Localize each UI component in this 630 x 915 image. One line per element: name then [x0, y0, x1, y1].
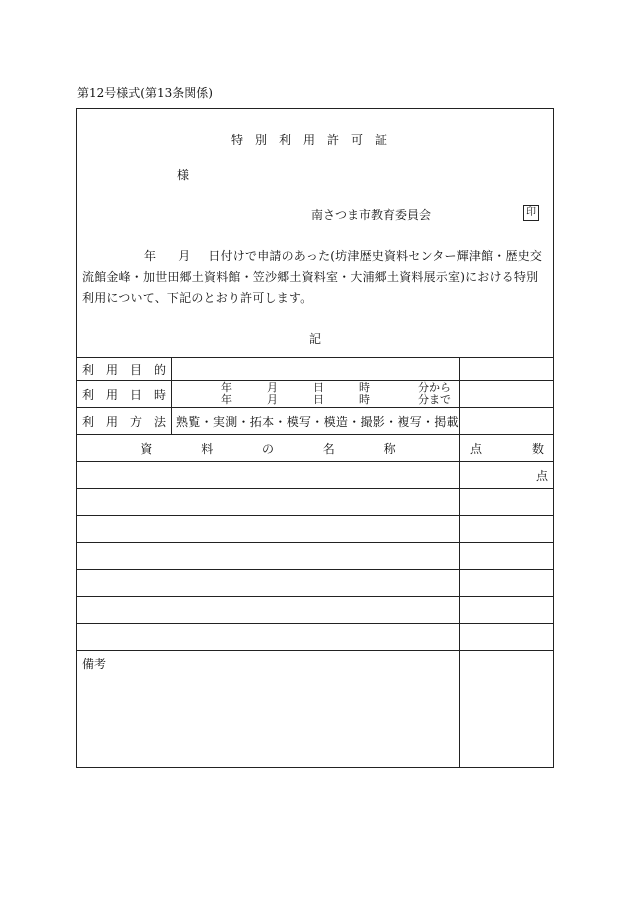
datetime-label: 利 用 日 時	[82, 387, 166, 402]
datetime-extra-field[interactable]	[460, 381, 554, 407]
purpose-extra-field[interactable]	[460, 358, 554, 380]
datetime-to: 年 月 日 時 分まで	[221, 393, 451, 406]
permit-form	[76, 108, 554, 768]
material-name-field[interactable]	[76, 462, 459, 488]
count-header: 点 数	[470, 441, 544, 456]
method-extra-field[interactable]	[460, 408, 554, 434]
datetime-row	[76, 380, 554, 407]
permit-body-text	[82, 246, 550, 309]
material-name-field[interactable]	[76, 489, 459, 515]
material-row	[76, 488, 554, 515]
issuer-name: 南さつま市教育委員会	[311, 208, 432, 222]
count-field[interactable]	[460, 597, 554, 623]
material-row	[76, 515, 554, 542]
count-field[interactable]	[460, 570, 554, 596]
material-name-field[interactable]	[76, 597, 459, 623]
materials-header-row	[76, 434, 554, 461]
material-name-field[interactable]	[76, 516, 459, 542]
ki-heading: 記	[308, 332, 321, 346]
material-row	[76, 461, 554, 488]
seal-mark: 印	[523, 205, 539, 221]
body-month: 月	[178, 249, 191, 263]
method-row	[76, 407, 554, 434]
remarks-label: 備考	[82, 657, 107, 671]
material-row	[76, 542, 554, 569]
body-year: 年	[144, 249, 157, 263]
method-options[interactable]: 熟覧・実測・拓本・模写・模造・撮影・複写・掲載	[176, 414, 459, 429]
count-unit[interactable]: 点	[535, 468, 548, 483]
purpose-field[interactable]	[172, 358, 459, 380]
datetime-from: 年 月 日 時 分から	[221, 381, 451, 394]
materials-name-header: 資 料 の 名 称	[140, 441, 396, 456]
remarks-row	[76, 650, 554, 768]
material-name-field[interactable]	[76, 624, 459, 650]
count-field[interactable]	[460, 516, 554, 542]
material-name-field[interactable]	[76, 570, 459, 596]
addressee-suffix: 様	[177, 168, 190, 182]
datetime-field[interactable]	[172, 381, 460, 407]
body-main-text: 日付けで申請のあった(坊津歴史資料センター輝津館・歴史交流館金峰・加世田郷土資料館・笠沙郷土資料室・大浦郷土資料展示室)における特別利用について、下記のとおり許可します。	[82, 249, 543, 305]
material-row	[76, 596, 554, 623]
purpose-row	[76, 357, 554, 380]
permit-title: 特別利用許可証	[230, 133, 399, 147]
count-field[interactable]	[460, 543, 554, 569]
count-field[interactable]	[460, 624, 554, 650]
material-name-field[interactable]	[76, 543, 459, 569]
remarks-field[interactable]	[76, 651, 459, 768]
material-row	[76, 569, 554, 596]
purpose-label: 利 用 目 的	[82, 362, 166, 377]
count-field[interactable]	[460, 489, 554, 515]
form-number-label: 第12号様式(第13条関係)	[77, 86, 213, 100]
material-row	[76, 623, 554, 650]
method-label: 利 用 方 法	[82, 414, 166, 429]
remarks-extra-field[interactable]	[460, 651, 554, 768]
